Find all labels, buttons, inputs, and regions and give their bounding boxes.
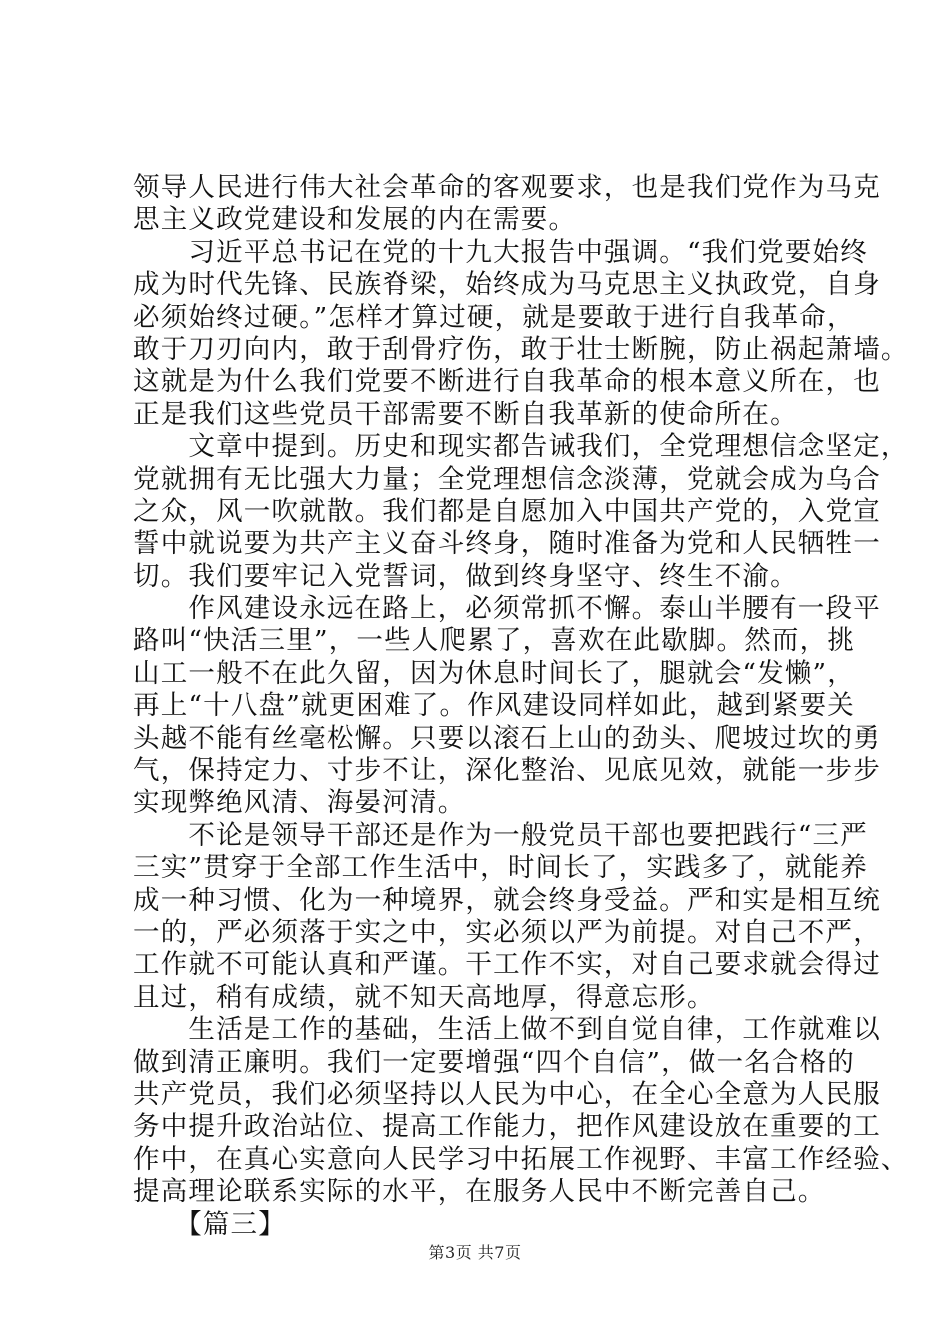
text-line: 习近平总书记在党的十九大报告中强调。“我们党要始终 [133, 236, 868, 268]
text-line: 路叫“快活三里”，一些人爬累了，喜欢在此歇脚。然而，挑 [133, 625, 855, 657]
text-line: 文章中提到。历史和现实都告诫我们，全党理想信念坚定， [133, 431, 909, 463]
text-line: 实现弊绝风清、海晏河清。 [133, 787, 466, 819]
text-line: 作中，在真心实意向人民学习中拓展工作视野、丰富工作经验、 [133, 1143, 909, 1175]
text-line: 领导人民进行伟大社会革命的客观要求，也是我们党作为马克 [133, 172, 881, 203]
text-line: 必须始终过硬。”怎样才算过硬，就是要敢于进行自我革命， [133, 301, 855, 333]
text-line: 一的，严必须落于实之中，实必须以严为前提。对自己不严， [133, 916, 881, 948]
text-line: 不论是领导干部还是作为一般党员干部也要把践行“三严 [133, 819, 868, 851]
text-line: 三实”贯穿于全部工作生活中，时间长了，实践多了，就能养 [133, 852, 868, 884]
body-text [133, 172, 909, 1241]
text-line: 誓中就说要为共产主义奋斗终身，随时准备为党和人民牺牲一 [133, 528, 881, 560]
text-line: 这就是为什么我们党要不断进行自我革命的根本意义所在，也 [133, 366, 881, 398]
text-line: 思主义政党建设和发展的内在需要。 [133, 204, 577, 236]
text-line: 正是我们这些党员干部需要不断自我革新的使命所在。 [133, 398, 798, 430]
text-line: 工作就不可能认真和严谨。干工作不实，对自己要求就会得过 [133, 949, 881, 981]
text-line: 气，保持定力、寸步不让，深化整治、见底见效，就能一步步 [133, 755, 881, 787]
text-line: 共产党员，我们必须坚持以人民为中心，在全心全意为人民服 [133, 1078, 881, 1110]
text-line: 山工一般不在此久留，因为休息时间长了，腿就会“发懒”， [133, 657, 855, 689]
text-line: 头越不能有丝毫松懈。只要以滚石上山的劲头、爬坡过坎的勇 [133, 722, 881, 754]
text-line: 成为时代先锋、民族脊梁，始终成为马克思主义执政党，自身 [133, 269, 881, 301]
text-line: 再上“十八盘”就更困难了。作风建设同样如此，越到紧要关 [133, 690, 855, 722]
page-number-footer: 第3页 共7页 [428, 1243, 522, 1262]
text-line: 做到清正廉明。我们一定要增强“四个自信”，做一名合格的 [133, 1046, 855, 1078]
text-line: 且过，稍有成绩，就不知天高地厚，得意忘形。 [133, 981, 715, 1013]
text-line: 务中提升政治站位、提高工作能力，把作风建设放在重要的工 [133, 1111, 881, 1143]
section-heading: 【篇三】 [133, 1208, 286, 1240]
text-line: 生活是工作的基础，生活上做不到自觉自律，工作就难以 [133, 1014, 881, 1046]
text-line: 之众，风一吹就散。我们都是自愿加入中国共产党的，入党宣 [133, 495, 881, 527]
text-line: 切。我们要牢记入党誓词，做到终身坚守、终生不渝。 [133, 560, 798, 592]
text-line: 提高理论联系实际的水平，在服务人民中不断完善自己。 [133, 1176, 826, 1208]
text-line: 敢于刀刃向内，敢于刮骨疗伤，敢于壮士断腕，防止祸起萧墙。 [133, 333, 909, 365]
text-line: 作风建设永远在路上，必须常抓不懈。泰山半腰有一段平 [133, 593, 881, 625]
text-line: 成一种习惯、化为一种境界，就会终身受益。严和实是相互统 [133, 884, 881, 916]
text-line: 党就拥有无比强大力量；全党理想信念淡薄，党就会成为乌合 [133, 463, 881, 495]
